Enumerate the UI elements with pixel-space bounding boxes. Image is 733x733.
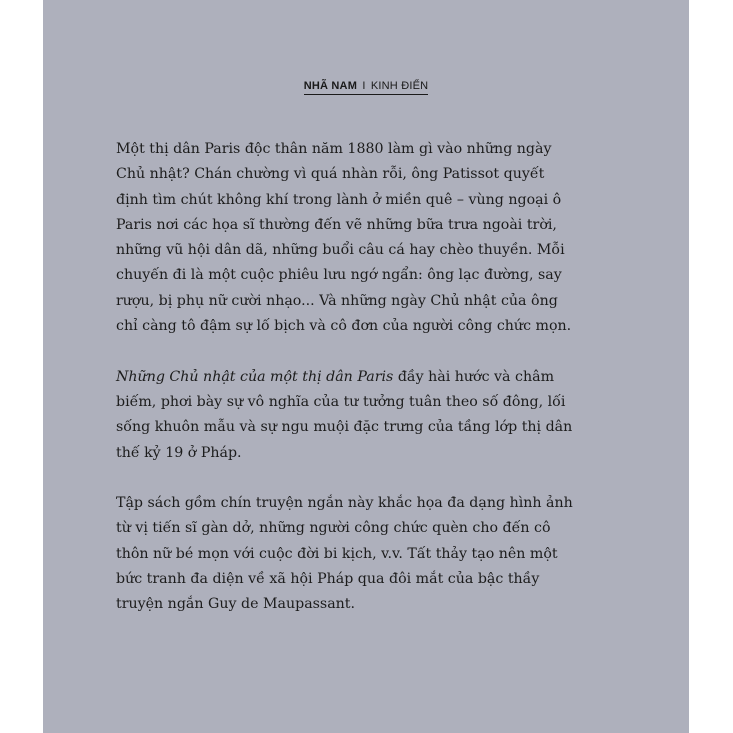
paragraph-3 [116, 491, 656, 617]
text-line: chỉ càng tô đậm sự lố bịch và cô đơn của người công chức mọn. [116, 318, 572, 335]
publisher-label [304, 80, 429, 95]
blurb-text [116, 137, 656, 643]
publisher-brand: NHÃ NAM [303, 80, 358, 92]
series-name: KINH ĐIỂN [370, 80, 429, 92]
text-line: rượu, bị phụ nữ cười nhạo... Và những ngày Chủ nhật của ông [116, 292, 558, 309]
text-line-rest: đầy hài hước và châm [393, 368, 555, 385]
text-line [116, 365, 656, 390]
text-line: biếm, phơi bày sự vô nghĩa của tư tưởng tuân theo số đông, lối [116, 393, 566, 410]
header-separator: I [362, 80, 366, 92]
text-line: Paris nơi các họa sĩ thường đến vẽ những bữa trưa ngoài trời, [116, 216, 557, 233]
text-line: Một thị dân Paris độc thân năm 1880 làm gì vào những ngày [116, 141, 552, 157]
text-line: sống khuôn mẫu và sự ngu muội đặc trưng của tầng lớp thị dân [116, 419, 573, 436]
text-line: truyện ngắn Guy de Maupassant. [116, 596, 356, 613]
book-back-cover [43, 0, 689, 733]
publisher-header [43, 80, 689, 95]
paragraph-1 [116, 137, 656, 339]
text-line: định tìm chút không khí trong lành ở miền quê – vùng ngoại ô [116, 191, 562, 208]
text-line: Tập sách gồm chín truyện ngắn này khắc họa đa dạng hình ảnh [116, 495, 573, 512]
book-title-italic: Những Chủ nhật của một thị dân Paris [116, 368, 394, 385]
text-line: những vũ hội dân dã, những buổi câu cá hay chèo thuyền. Mỗi [116, 242, 565, 259]
text-line: chuyến đi là một cuộc phiêu lưu ngớ ngẩn: ông lạc đường, say [116, 267, 562, 284]
text-line: từ vị tiến sĩ gàn dở, những người công chức quèn cho đến cô [116, 520, 551, 537]
text-line: bức tranh đa diện về xã hội Pháp qua đôi mắt của bậc thầy [116, 571, 540, 588]
paragraph-2 [116, 365, 656, 466]
text-line: thế kỷ 19 ở Pháp. [116, 444, 242, 461]
text-line: Chủ nhật? Chán chường vì quá nhàn rỗi, ông Patissot quyết [116, 166, 545, 183]
text-line: thôn nữ bé mọn với cuộc đời bi kịch, v.v. Tất thảy tạo nên một [116, 545, 558, 562]
